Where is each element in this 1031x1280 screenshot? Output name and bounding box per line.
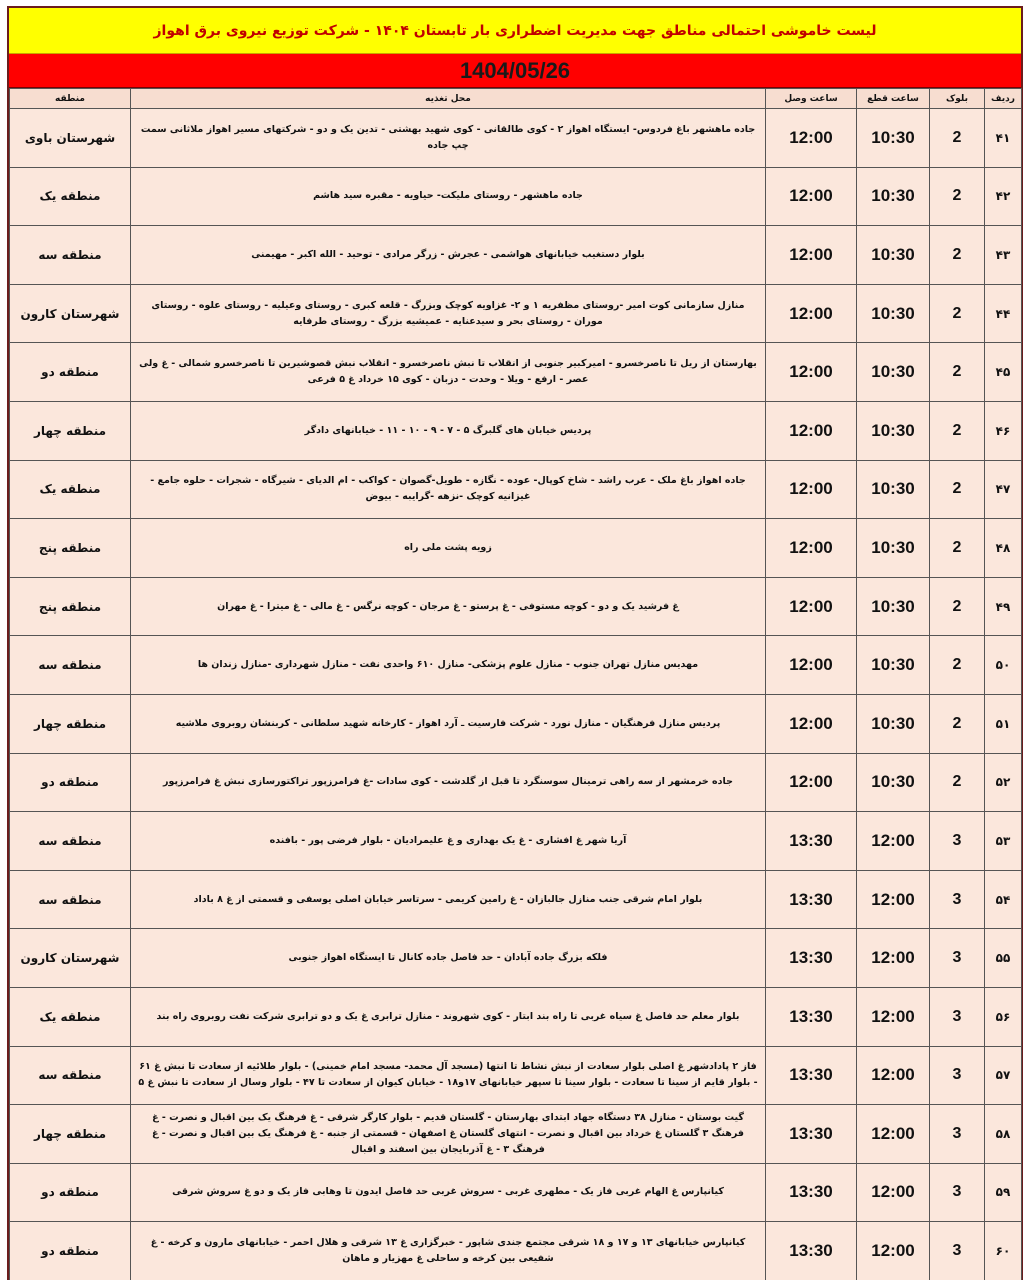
block-number: 3 — [930, 870, 985, 929]
region-name: منطقه دو — [10, 1222, 131, 1280]
feed-location-text: فاز ۲ پادادشهر غ اصلی بلوار سعادت از نبش نشاط تا انتها (مسجد آل محمد- مسجد امام خمینی) - بلوار طلائیه از سعادت تا نبش غ ۶۱ - بلوار قایم از سینا تا سعادت - بلوار سینا تا سپهر خیابانهای ۱۷و۱۸ - خیابان کیوان از سعادت تا ۴۷ - بلوار وسال از سعادت تا نبش غ ۵ — [138, 1061, 758, 1089]
block-number: 3 — [930, 1105, 985, 1164]
connect-time: 13:30 — [766, 1046, 857, 1105]
connect-time: 12:00 — [766, 109, 857, 168]
connect-time: 12:00 — [766, 519, 857, 578]
block-number: 2 — [930, 109, 985, 168]
region-name: منطقه سه — [10, 812, 131, 871]
table-row — [10, 109, 1022, 168]
cut-time: 12:00 — [857, 987, 930, 1046]
region-name: منطقه چهار — [10, 694, 131, 753]
cut-time: 10:30 — [857, 460, 930, 519]
table-row — [10, 1105, 1022, 1164]
block-number: 3 — [930, 929, 985, 988]
feed-location — [131, 694, 766, 753]
region-name: منطقه سه — [10, 636, 131, 695]
outage-table — [9, 88, 1022, 1280]
feed-location-text: زویه پشت ملی راه — [404, 541, 492, 553]
feed-location-text: بلوار امام شرقی جنب منازل جالبازان - غ رامین کریمی - سرتاسر خیابان اصلی یوسفی و قسمتی از غ ۸ باداد — [193, 893, 703, 905]
region-name: منطقه پنج — [10, 577, 131, 636]
row-number: ۵۰ — [985, 636, 1022, 695]
row-number: ۴۱ — [985, 109, 1022, 168]
table-row — [10, 870, 1022, 929]
feed-location — [131, 929, 766, 988]
feed-location — [131, 226, 766, 285]
feed-location-text: پردیس منازل فرهنگیان - منازل نورد - شرکت فارسیت ـ آرد اهواز - کارخانه شهید سلطانی - کربنشان روبروی ملاشیه — [175, 717, 721, 729]
row-number: ۵۴ — [985, 870, 1022, 929]
row-number: ۵۱ — [985, 694, 1022, 753]
row-number: ۴۸ — [985, 519, 1022, 578]
region-name: منطقه دو — [10, 753, 131, 812]
region-name: منطقه پنج — [10, 519, 131, 578]
connect-time: 12:00 — [766, 694, 857, 753]
connect-time: 12:00 — [766, 636, 857, 695]
connect-time: 12:00 — [766, 401, 857, 460]
row-number: ۵۸ — [985, 1105, 1022, 1164]
feed-location-text: کیانپارس خیابانهای ۱۳ و ۱۷ و ۱۸ شرقی مجتمع جندی شاپور - خبرگزاری غ ۱۳ شرقی و هلال احمر - خیابانهای مارون و کرخه - غ شفیعی بین کرخه و ساحلی غ مهزیار و ماهان — [150, 1237, 746, 1265]
block-number: 2 — [930, 167, 985, 226]
feed-location — [131, 343, 766, 402]
region-name: شهرستان کارون — [10, 929, 131, 988]
block-number: 2 — [930, 226, 985, 285]
region-name: منطقه چهار — [10, 401, 131, 460]
row-number: ۴۳ — [985, 226, 1022, 285]
connect-time: 13:30 — [766, 929, 857, 988]
feed-location-text: بلوار معلم حد فاصل غ سیاه غربی تا راه بند ابتار - کوی شهروند - منازل ترابری غ یک و دو ترابری شرکت نفت روبروی راه بند — [156, 1010, 740, 1022]
cut-time: 12:00 — [857, 812, 930, 871]
feed-location — [131, 636, 766, 695]
row-number: ۵۷ — [985, 1046, 1022, 1105]
row-number: ۴۷ — [985, 460, 1022, 519]
feed-location-text: گیت بوستان - منازل ۳۸ دستگاه جهاد ابتدای بهارستان - گلستان قدیم - بلوار کارگر شرقی - غ فرهنگ یک بین اقبال و نصرت - غ فرهنگ ۳ گلستان غ خرداد بین اقبال و نصرت - انتهای گلستان غ اصفهان - قسمتی از جنبه - غ فرهنگ یک بین اقبال و نصرت - غ فرهنگ ۳ - غ آذربایجان بین اسفند و اقبال — [152, 1111, 744, 1155]
table-row — [10, 401, 1022, 460]
block-number: 3 — [930, 1222, 985, 1280]
cut-time: 10:30 — [857, 577, 930, 636]
header-region: منطقه — [10, 89, 131, 109]
feed-location — [131, 1105, 766, 1164]
table-row — [10, 1222, 1022, 1280]
feed-location-text: جاده خرمشهر از سه راهی ترمینال سوسنگرد تا قبل از گلدشت - کوی سادات -غ فرامرزپور تراکتورسازی نبش غ فرامرزپور — [163, 776, 733, 788]
cut-time: 10:30 — [857, 401, 930, 460]
region-name: منطقه سه — [10, 1046, 131, 1105]
row-number: ۶۰ — [985, 1222, 1022, 1280]
cut-time: 10:30 — [857, 694, 930, 753]
block-number: 3 — [930, 1046, 985, 1105]
table-body — [10, 109, 1022, 1280]
table-row — [10, 343, 1022, 402]
connect-time: 13:30 — [766, 1222, 857, 1280]
region-name: شهرستان کارون — [10, 284, 131, 343]
cut-time: 12:00 — [857, 1046, 930, 1105]
cut-time: 12:00 — [857, 929, 930, 988]
table-row — [10, 753, 1022, 812]
table-row — [10, 1046, 1022, 1105]
block-number: 2 — [930, 753, 985, 812]
feed-location — [131, 109, 766, 168]
row-number: ۵۵ — [985, 929, 1022, 988]
row-number: ۴۵ — [985, 343, 1022, 402]
connect-time: 12:00 — [766, 577, 857, 636]
row-number: ۵۳ — [985, 812, 1022, 871]
feed-location-text: پردیس خیابان های گلبرگ ۵ - ۷ - ۹ - ۱۰ - ۱۱ - خیابانهای دادگر — [304, 424, 592, 436]
block-number: 2 — [930, 519, 985, 578]
block-number: 2 — [930, 636, 985, 695]
block-number: 2 — [930, 694, 985, 753]
feed-location — [131, 284, 766, 343]
block-number: 3 — [930, 812, 985, 871]
block-number: 2 — [930, 460, 985, 519]
region-name: منطقه دو — [10, 1163, 131, 1222]
cut-time: 10:30 — [857, 167, 930, 226]
block-number: 2 — [930, 401, 985, 460]
cut-time: 10:30 — [857, 519, 930, 578]
table-row — [10, 812, 1022, 871]
connect-time: 12:00 — [766, 753, 857, 812]
feed-location — [131, 987, 766, 1046]
region-name: منطقه سه — [10, 226, 131, 285]
connect-time: 12:00 — [766, 167, 857, 226]
region-name: شهرستان باوی — [10, 109, 131, 168]
header-radif: ردیف — [985, 89, 1022, 109]
outage-sheet — [7, 6, 1023, 1280]
block-number: 3 — [930, 987, 985, 1046]
header-cut-time: ساعت قطع — [857, 89, 930, 109]
feed-location — [131, 870, 766, 929]
region-name: منطقه یک — [10, 460, 131, 519]
connect-time: 12:00 — [766, 460, 857, 519]
connect-time: 12:00 — [766, 343, 857, 402]
feed-location — [131, 460, 766, 519]
row-number: ۴۲ — [985, 167, 1022, 226]
table-header — [10, 89, 1022, 109]
header-block: بلوک — [930, 89, 985, 109]
table-row — [10, 284, 1022, 343]
connect-time: 13:30 — [766, 1163, 857, 1222]
header-location: محل تغذیه — [131, 89, 766, 109]
feed-location-text: مهدیس منازل تهران جنوب - منازل علوم پزشکی- منازل ۶۱۰ واحدی نفت - منازل شهرداری -منازل زندان ها — [197, 659, 699, 671]
row-number: ۴۴ — [985, 284, 1022, 343]
table-row — [10, 1163, 1022, 1222]
region-name: منطقه سه — [10, 870, 131, 929]
feed-location — [131, 401, 766, 460]
row-number: ۴۶ — [985, 401, 1022, 460]
table-row — [10, 577, 1022, 636]
feed-location-text: غ فرشید یک و دو - کوچه مستوفی - غ پرستو - غ مرجان - کوچه نرگس - غ مالی - غ میترا - غ مهران — [217, 600, 679, 612]
connect-time: 13:30 — [766, 812, 857, 871]
feed-location-text: بهارستان از ریل تا ناصرخسرو - امیرکبیر جنوبی از انقلاب تا نبش ناصرخسرو - انقلاب نبش قصوشیرین تا ناصرخسرو شمالی - غ ولی عصر - ارفع - ویلا - وحدت - دزبان - کوی ۱۵ خرداد غ ۵ فرعی — [139, 358, 757, 386]
table-row — [10, 929, 1022, 988]
row-number: ۴۹ — [985, 577, 1022, 636]
cut-time: 12:00 — [857, 870, 930, 929]
connect-time: 12:00 — [766, 226, 857, 285]
feed-location-text: بلوار دستغیب خیابانهای هواشمی - عجرش - زرگر مرادی - توحید - الله اکبر - مهیمنی — [251, 248, 645, 260]
sheet-date: 1404/05/26 — [9, 54, 1021, 88]
feed-location — [131, 1046, 766, 1105]
table-row — [10, 694, 1022, 753]
sheet-title: لیست خاموشی احتمالی مناطق جهت مدیریت اضطراری بار تابستان ۱۴۰۴ - شرکت توزیع نیروی برق اهواز — [9, 8, 1021, 54]
cut-time: 12:00 — [857, 1222, 930, 1280]
table-row — [10, 519, 1022, 578]
region-name: منطقه یک — [10, 987, 131, 1046]
feed-location — [131, 1222, 766, 1280]
cut-time: 10:30 — [857, 636, 930, 695]
row-number: ۵۲ — [985, 753, 1022, 812]
region-name: منطقه چهار — [10, 1105, 131, 1164]
feed-location-text: فلکه بزرگ جاده آبادان - حد فاصل جاده کانال تا ایستگاه اهواز جنوبی — [288, 952, 608, 964]
block-number: 3 — [930, 1163, 985, 1222]
feed-location-text: جاده ماهشهر باغ فردوس- ایستگاه اهواز ۲ - کوی طالقانی - کوی شهید بهشتی - تدین یک و دو - شرکتهای مسیر اهواز ملاثانی سمت چپ جاده — [140, 123, 756, 151]
cut-time: 10:30 — [857, 109, 930, 168]
table-row — [10, 636, 1022, 695]
header-connect-time: ساعت وصل — [766, 89, 857, 109]
cut-time: 10:30 — [857, 753, 930, 812]
connect-time: 13:30 — [766, 987, 857, 1046]
cut-time: 12:00 — [857, 1163, 930, 1222]
feed-location-text: آریا شهر غ افشاری - غ یک بهداری و غ علیمرادیان - بلوار فرضی پور - بافنده — [269, 834, 627, 846]
block-number: 2 — [930, 577, 985, 636]
table-row — [10, 460, 1022, 519]
table-row — [10, 167, 1022, 226]
cut-time: 12:00 — [857, 1105, 930, 1164]
table-row — [10, 226, 1022, 285]
feed-location-text: منازل سازمانی کوت امیر -روستای مظفریه ۱ و ۲- غزاویه کوچک وبزرگ - قلعه کبری - روستای وعیلیه - روستای علوه - روستای موران - روستای بحر و سیدعنایه - عمیشیه بزرگ - روستای طرفایه — [151, 299, 745, 327]
feed-location-text: جاده اهواز باغ ملک - عرب راشد - شاخ کوپال- عوده - نگازه - طویل-گصوان - کواکب - ام الدیای - شیرگاه - شجرات - حلوه جامع - غیزانیه کوچک -نزهه -گرایبه - بیوض — [150, 475, 746, 503]
feed-location — [131, 812, 766, 871]
connect-time: 13:30 — [766, 1105, 857, 1164]
feed-location-text: جاده ماهشهر - روستای ملیکت- حیاویه - مقبره سید هاشم — [313, 190, 583, 202]
feed-location-text: کیانپارس غ الهام غربی فاز یک - مطهری غربی - سروش غربی حد فاصل ایدون تا وهابی فاز یک و دو غ سروش شرقی — [172, 1186, 724, 1198]
connect-time: 12:00 — [766, 284, 857, 343]
block-number: 2 — [930, 284, 985, 343]
feed-location — [131, 1163, 766, 1222]
row-number: ۵۶ — [985, 987, 1022, 1046]
region-name: منطقه یک — [10, 167, 131, 226]
cut-time: 10:30 — [857, 284, 930, 343]
block-number: 2 — [930, 343, 985, 402]
row-number: ۵۹ — [985, 1163, 1022, 1222]
cut-time: 10:30 — [857, 343, 930, 402]
connect-time: 13:30 — [766, 870, 857, 929]
feed-location — [131, 167, 766, 226]
table-row — [10, 987, 1022, 1046]
feed-location — [131, 577, 766, 636]
region-name: منطقه دو — [10, 343, 131, 402]
feed-location — [131, 753, 766, 812]
cut-time: 10:30 — [857, 226, 930, 285]
feed-location — [131, 519, 766, 578]
